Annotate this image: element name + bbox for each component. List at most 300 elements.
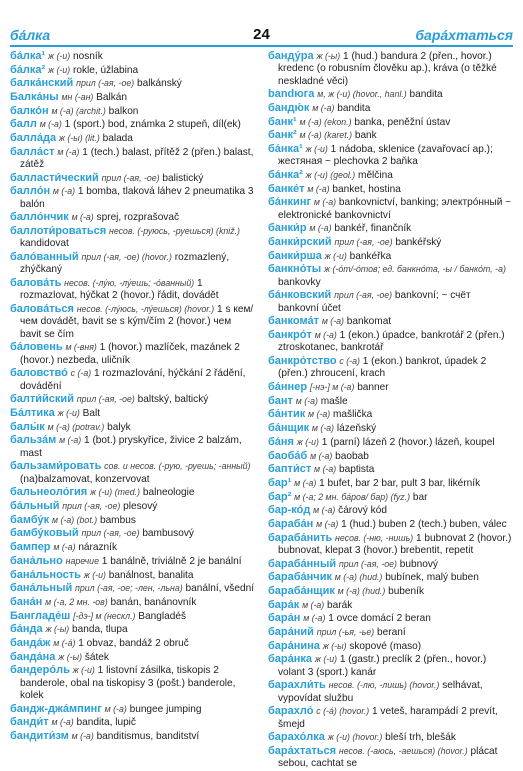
entry-headword: баловство́ (10, 367, 68, 380)
entry-grammar: м (-а) (314, 330, 337, 341)
entry-definition: 1 (tech.) balast, přítěž 2 (přen.) balast, zátěž (20, 146, 254, 171)
dictionary-entry (268, 169, 512, 182)
dictionary-entry (268, 116, 512, 129)
entry-headword: балласти́ческий (10, 171, 99, 184)
dictionary-entry (10, 50, 254, 63)
entry-grammar: с (-а́) (hovor.) (316, 706, 370, 717)
entry-grammar: ж (-и) (83, 569, 106, 580)
dictionary-entry (268, 558, 512, 571)
entry-definition: 1 bufet, bar 2 bar, pult 3 bar, likérník (319, 477, 481, 489)
entry-grammar: м (-а) (294, 477, 317, 488)
entry-definition: plácat sebou, cachtat se (278, 746, 498, 770)
entry-definition: bambusový (142, 528, 194, 540)
entry-headword: бало́ванный (10, 251, 79, 264)
entry-headword: бальза́м (10, 434, 57, 447)
entry-headword: бара́н (268, 612, 301, 625)
entry-grammar: м (-а, 2 мн. -ов) (45, 596, 108, 607)
entry-definition: 1 (ekon.) úpadce, bankrotář 2 (přen.) ztroskotanec, bankrotář (278, 330, 505, 354)
entry-grammar: м (-а) (311, 423, 335, 434)
entry-headword: барахли́ть (268, 679, 326, 692)
entry-definition: banální, všední (185, 583, 254, 595)
entry-definition: bankéř, finančník (334, 223, 412, 235)
dictionary-entry (268, 88, 512, 101)
entry-grammar: прил (-ая, -ое) (62, 501, 121, 512)
entry-definition: 1 banálně, triviálně 2 je banální (101, 555, 242, 567)
page-header (0, 0, 523, 42)
entry-grammar: м (-а; 2 мн. ба́ров/ бар) (fyz.) (294, 491, 411, 502)
running-head-right: бара́хтаться (415, 27, 513, 43)
entry-definition: bankovky (278, 276, 321, 288)
entry-grammar: прил (-ая, -ое; -лен, -льна) (75, 583, 183, 594)
entry-grammar: ж (-ы) (45, 624, 70, 635)
dictionary-entry (10, 105, 254, 118)
entry-definition: 1 rozmazlování, hýčkání 2 řádění, dovádění (20, 368, 246, 392)
entry-definition: Bangladéš (138, 610, 187, 622)
dictionary-entry (10, 64, 254, 77)
entry-grammar: с (-а) (339, 356, 360, 367)
entry-headword: бана́н (10, 595, 43, 608)
entry-grammar: ж (-и) (296, 436, 319, 447)
dictionary-entry (10, 610, 254, 623)
entry-headword: бандити́зм (10, 729, 69, 742)
entry-grammar: ж (-и) (geol.) (305, 170, 356, 181)
entry-definition: 1 ovce domácí 2 beran (328, 613, 431, 625)
entry-grammar: ж (-и) (48, 64, 71, 75)
dictionary-entry (10, 514, 254, 527)
entry-grammar: несов. (-лу́ю, -лу́ешь; -о́ванный) (64, 278, 195, 289)
dictionary-entry (10, 211, 254, 224)
entry-definition: bandita, lupič (76, 717, 136, 729)
entry-definition: banda, tlupa (72, 624, 128, 636)
dictionary-entry (268, 477, 512, 490)
entry-grammar: м (-а) (71, 730, 94, 741)
dictionary-entry (10, 460, 254, 486)
dictionary-entry (10, 623, 254, 636)
entry-grammar: м (-а) (52, 186, 76, 197)
entry-headword: ба́нка² (268, 169, 303, 182)
entry-grammar: м (-а) (295, 395, 318, 406)
entry-definition: Balt (82, 408, 101, 420)
entry-headword: ба́нковский (268, 289, 332, 302)
entry-grammar: м (-а) (57, 146, 80, 157)
entry-definition: bar (412, 491, 428, 503)
entry-definition: rozmazlený, zhýčkaný (20, 252, 230, 276)
entry-definition: baptista (339, 464, 375, 476)
dictionary-entry (10, 185, 254, 211)
entry-headword: Бангладе́ш (10, 609, 71, 622)
entry-headword: ба́лка¹ (10, 50, 46, 62)
entry-headword: балло́н (10, 185, 51, 198)
entry-grammar: м (-а) (ekon.) (299, 116, 352, 127)
entry-definition: mělčina (358, 170, 393, 182)
entry-grammar: ж (-о́т/-о́тов; ед. банкно́та, -ы / банко́т, -а) (324, 264, 506, 275)
dictionary-entry (268, 408, 512, 421)
entry-grammar: м (-а) (karet.) (299, 130, 353, 141)
dictionary-entry (10, 527, 254, 540)
entry-headword: бандеро́ль (10, 664, 70, 677)
entry-grammar: м (-а) (309, 223, 332, 234)
dictionary-entry (10, 651, 254, 664)
entry-headword: бамбу́к (10, 513, 50, 526)
entry-grammar: прил (-ая, -ое) (76, 78, 135, 89)
entry-headword: балка́нский (10, 77, 74, 90)
dictionary-entry (268, 504, 512, 517)
entry-headword: балти́йский (10, 393, 74, 406)
entry-headword: ба́нкинг (268, 196, 312, 209)
dictionary-entry (268, 585, 512, 598)
entry-definition: šátek (84, 651, 109, 663)
entry-headword: ба́ня (268, 435, 294, 448)
entry-definition: 1 bomba, tlaková láhev 2 pneumatika 3 balón (20, 186, 254, 210)
entry-headword: бараба́н (268, 517, 314, 530)
entry-definition: čárový kód (338, 505, 387, 517)
entry-grammar: м (-а) (39, 119, 62, 130)
entry-definition: barák (327, 599, 353, 611)
entry-headword: бампер (10, 541, 51, 554)
dictionary-entry (10, 172, 254, 185)
dictionary-entry (10, 555, 254, 568)
entry-definition: balkon (108, 105, 139, 117)
entry-definition: 1 (hud.) buben 2 (tech.) buben, válec (341, 518, 507, 530)
entry-grammar: ж (-и) (314, 654, 338, 665)
entry-definition: bambus (99, 514, 136, 526)
entry-grammar: несов. (-руюсь, -руешься) (kniž.) (109, 226, 240, 237)
entry-definition: baltský, baltický (137, 394, 209, 406)
dictionary-entry (10, 664, 254, 702)
dictionary-entry (268, 626, 512, 639)
dictionary-entry (268, 263, 512, 289)
entry-headword: бальзами́ровать (10, 460, 102, 473)
entry-headword: ба́лка² (10, 63, 46, 76)
dictionary-entry (268, 315, 512, 328)
entry-headword: бана́льно (10, 554, 63, 567)
entry-grammar: ж (-ы) (322, 640, 347, 651)
entry-headword: балл (10, 118, 37, 131)
dictionary-entry (268, 236, 512, 249)
entry-headword: банда́ж (10, 636, 51, 649)
entry-definition: (na)balzamovat, konzervovat (20, 473, 150, 485)
entry-definition: mašlička (333, 409, 373, 421)
entry-definition: skopové (maso) (349, 640, 422, 652)
entry-headword: Балка́ны (10, 91, 59, 104)
dictionary-entry (10, 303, 254, 341)
dictionary-entry (268, 640, 512, 653)
entry-grammar: м (-вня) (65, 342, 97, 353)
entry-grammar: сов. и несов. (-рую, -руешь; -анный) (104, 461, 251, 472)
dictionary-entry (268, 250, 512, 263)
entry-headword: банки́р (268, 222, 307, 235)
entry-definition: bubnový (399, 558, 438, 570)
entry-headword: барахо́лка (268, 731, 325, 744)
entry-headword: балла́ст (10, 145, 55, 158)
entry-definition: banket, hostina (332, 183, 401, 195)
entry-definition: 1 listovní zásilka, tiskopis 2 banderole, obal na tiskopisy 3 (pošt.) banderole, kolek (20, 665, 236, 701)
entry-grammar: ж (-ы) (lit.) (58, 133, 100, 144)
entry-headword: бандю́к (268, 101, 310, 114)
entry-grammar: прил (-ая, -ое) (81, 528, 140, 539)
entry-headword: банкома́т (268, 315, 319, 328)
dictionary-entry (10, 407, 254, 420)
dictionary-entry (10, 716, 254, 729)
entry-headword: балова́ться (10, 303, 74, 316)
entry-headword: банду́ра (268, 50, 314, 62)
entry-grammar: м (-а) (314, 464, 337, 475)
entry-grammar: несов. (-лю, -лишь) (hovor.) (328, 680, 440, 691)
entry-definition: rokle, úžlabina (73, 64, 139, 76)
entry-headword: банки́рский (268, 236, 332, 249)
entry-headword: банкро́тство (268, 355, 337, 368)
entry-headword: бальнеоло́гия (10, 486, 88, 499)
dictionary-entry (10, 637, 254, 650)
entry-headword: балы́к (10, 420, 45, 433)
entry-headword: бамбу́ковый (10, 527, 79, 540)
entry-grammar: прил (-ья, -ье) (316, 627, 375, 638)
dictionary-entry (10, 146, 254, 172)
entry-grammar: м (-а) (51, 717, 74, 728)
dictionary-entry (268, 705, 512, 731)
entry-headword: бара́нина (268, 639, 320, 652)
entry-definition: 1 (hud.) bandura 2 (přen., hovor.) kredenc (o robusním člověku ap.), kráva (o těžké neskladné věci) (278, 51, 497, 87)
entry-definition: mašle (320, 395, 348, 407)
entry-headword: баоба́б (268, 449, 308, 462)
entry-grammar: м (-а) (bot.) (52, 514, 98, 525)
entry-grammar: ж (-и) (305, 144, 328, 155)
dictionary-entry (10, 91, 254, 104)
dictionary-entry (10, 277, 254, 303)
entry-grammar: м (-а) (hud.) (334, 572, 383, 583)
entry-definition: bank (354, 130, 377, 142)
entry-headword: ба́нка¹ (268, 143, 303, 156)
dictionary-entry (268, 653, 512, 679)
entry-grammar: м (-а) (71, 212, 94, 223)
dictionary-entry (10, 225, 254, 251)
entry-grammar: с (-а) (70, 368, 92, 379)
entry-grammar: ж (-ы) (58, 651, 82, 662)
dictionary-entry (268, 329, 512, 355)
entry-grammar: ж (-и) (med.) (90, 487, 141, 498)
header-rule (10, 45, 513, 47)
entry-definition: bankovní; ~ счёт bankovní účet (278, 290, 471, 314)
entry-grammar: м (-а) (303, 613, 326, 624)
dictionary-entry (268, 491, 512, 504)
dictionary-entry (268, 679, 512, 705)
entry-grammar: мн (-ан) (61, 92, 94, 103)
entry-headword: балко́н (10, 104, 49, 117)
entry-grammar: м (-а) (321, 316, 344, 327)
dictionary-entry (268, 196, 512, 222)
entry-definition: banditismus, banditství (96, 730, 200, 742)
entry-headword: банке́т (268, 182, 305, 195)
dictionary-entry (10, 486, 254, 499)
entry-headword: ба́льный (10, 500, 60, 513)
entry-grammar: м (-а) (307, 183, 330, 194)
entry-headword: ба́нда (10, 623, 43, 636)
entry-grammar: прил (-ая, -ое) (hovor.) (81, 252, 172, 263)
entry-grammar: м (-а) (302, 599, 325, 610)
entry-definition: bankomat (346, 316, 392, 328)
entry-headword: бараба́нщик (268, 584, 335, 597)
entry-headword: балло́нчик (10, 211, 69, 224)
dictionary-entry (268, 183, 512, 196)
entry-grammar: ж (-и) (hovor.) (327, 732, 383, 743)
entry-grammar: ж (-и) (324, 250, 347, 261)
entry-grammar: ж (-и) (48, 51, 71, 61)
entry-definition: balkánský (136, 78, 182, 90)
entry-grammar: несов. (-аюсь, -аешься) (hovor.) (338, 746, 468, 757)
entry-headword: банк² (268, 129, 297, 142)
entry-definition: sprej, rozprašovač (96, 212, 180, 224)
entry-headword: бара́хтаться (268, 745, 337, 758)
entry-definition: 1 nádoba, sklenice (zavařovací ap.); жестяная ~ plechovka 2 baňka (278, 144, 493, 168)
entry-grammar: несов. (-ню, -нишь) (335, 532, 414, 543)
entry-grammar: [-дэ-] м (нескл.) (73, 610, 136, 621)
entry-grammar: м (-а) (104, 703, 127, 714)
entry-definition: bankovnictví, banking; электро́нный ~ elektronické bankovnictví (278, 197, 512, 221)
entry-headword: бара́к (268, 598, 300, 611)
dictionary-entry (268, 436, 512, 449)
entry-headword: ба́нщик (268, 422, 310, 435)
entry-grammar: ж (-и) (57, 408, 80, 419)
dictionary-entry (10, 434, 254, 460)
entry-definition: bungee jumping (129, 703, 202, 715)
right-column (268, 50, 512, 771)
entry-grammar: м (-а) (308, 409, 331, 420)
dictionary-entry (268, 571, 512, 584)
entry-grammar: ж (-и) (72, 665, 95, 676)
dictionary-entry (268, 102, 512, 115)
dictionary-entry (268, 289, 512, 315)
dictionary-entry (10, 582, 254, 595)
dictionary-entry (268, 518, 512, 531)
entry-headword: банда́на (10, 650, 56, 663)
entry-headword: бандж-джа́мпинг (10, 702, 102, 715)
entry-grammar: м (-а) (312, 102, 335, 113)
entry-definition: nárazník (78, 542, 118, 554)
dictionary-entry (268, 381, 512, 394)
entry-headword: bandюга (268, 88, 315, 101)
entry-grammar: прил (-ая, -ое) (334, 237, 393, 248)
entry-grammar: м (-а) (313, 505, 336, 516)
entry-definition: bankéřský (395, 237, 442, 249)
dictionary-entry (268, 745, 512, 771)
dictionary-entry (10, 77, 254, 90)
entry-headword: банди́т (10, 716, 49, 729)
entry-definition: 1 s кем/чем dovádět, bavit se s kým/čím 2 (hovor.) чем bavit se čím (20, 304, 254, 340)
dictionary-entry (10, 367, 254, 393)
entry-headword: Ба́лтика (10, 407, 55, 420)
entry-grammar: несов. (-лу́юсь, -лу́ешься) (hovor.) (76, 304, 215, 315)
entry-headword: ба́нтик (268, 408, 306, 421)
entry-definition: 1 veteš, harampádí 2 prevít, šmejd (278, 706, 498, 730)
entry-grammar: прил (-ая, -ое) (101, 172, 160, 183)
entry-definition: banán, banánovník (110, 596, 197, 608)
entry-definition: balada (102, 133, 133, 145)
entry-definition: 1 (gastr.) preclík 2 (přen., hovor.) volant 3 (sport.) kanár (278, 654, 487, 678)
entry-definition: lázeňský (336, 423, 377, 435)
entry-headword: банк¹ (268, 115, 297, 128)
dictionary-entry (10, 393, 254, 406)
entry-definition: beraní (377, 627, 406, 639)
entry-grammar: прил (-ая, -ое) (76, 394, 135, 405)
dictionary-entry (10, 341, 254, 367)
entry-headword: барахло́ (268, 705, 314, 718)
entry-headword: бана́льность (10, 568, 81, 581)
dictionary-entry (268, 422, 512, 435)
entry-grammar: ж (-ы) (316, 51, 341, 61)
dictionary-entry (268, 599, 512, 612)
dictionary-entry (268, 222, 512, 235)
entry-definition: banálnost, banalita (108, 569, 194, 581)
entry-headword: бапти́ст (268, 463, 312, 476)
entry-definition: bleší trh, blešák (385, 732, 456, 744)
dictionary-entry (268, 450, 512, 463)
entry-grammar: м (-а) (53, 542, 76, 553)
entry-headword: бар¹ (268, 476, 292, 489)
entry-definition: banner (357, 382, 389, 394)
entry-definition: plesový (123, 501, 158, 513)
entry-headword: бар-ко́д (268, 504, 311, 517)
entry-headword: бана́льный (10, 582, 73, 595)
entry-definition: selhávat, vypovídat službu (278, 680, 483, 704)
entry-grammar: прил (-ая, -ое) (338, 558, 397, 569)
entry-grammar: м (-а) (59, 435, 82, 446)
entry-grammar: [-нэ-] м (-а) (309, 382, 355, 393)
entry-grammar: м (-а) (hud.) (337, 585, 386, 596)
entry-grammar: м (-а́) (53, 637, 76, 648)
entry-definition: banka, peněžní ústav (354, 116, 451, 128)
dictionary-entry (268, 355, 512, 381)
dictionary-entry (268, 143, 512, 169)
entry-grammar: м (-а) (316, 518, 339, 529)
dictionary-entry (10, 251, 254, 277)
entry-definition: 1 rozmazlovat, hýčkat 2 (hovor.) řádit, dovádět (20, 278, 219, 302)
dictionary-entry (10, 118, 254, 131)
entry-definition: Balkán (96, 92, 128, 104)
page-number: 24 (253, 26, 270, 43)
entry-definition: 1 (bot.) pryskyřice, živice 2 balzám, mast (20, 435, 242, 459)
entry-headword: бараба́нный (268, 557, 337, 570)
dictionary-entry (268, 532, 512, 558)
entry-definition: balistický (162, 172, 204, 184)
entry-definition: balyk (107, 421, 131, 433)
entry-headword: баллоти́роваться (10, 225, 107, 238)
entry-grammar: наречие (65, 555, 99, 566)
entry-headword: бар² (268, 490, 292, 503)
dictionary-entry (10, 132, 254, 145)
entry-headword: бара́ний (268, 626, 314, 639)
dictionary-entry (10, 500, 254, 513)
entry-headword: банкро́т (268, 329, 312, 342)
entry-headword: бараба́нчик (268, 571, 332, 584)
entry-headword: балова́ть (10, 277, 62, 290)
entry-grammar: м (-а) (310, 450, 333, 461)
dictionary-entry (10, 596, 254, 609)
dictionary-entry (268, 463, 512, 476)
entry-definition: bandita (409, 89, 443, 101)
entry-definition: bandita (337, 102, 371, 114)
entry-definition: 1 obvaz, bandáž 2 obruč (78, 637, 189, 649)
entry-headword: бараба́нить (268, 531, 333, 544)
entry-definition: 1 (sport.) bod, známka 2 stupeň, díl(ek) (64, 119, 241, 131)
entry-grammar: м, ж (-и) (hovor., hanl.) (317, 89, 407, 100)
entry-definition: 1 (parní) lázeň 2 (hovor.) lázeň, koupel (321, 436, 495, 448)
entry-grammar: м (-а) (313, 197, 337, 208)
entry-headword: ба́ловень (10, 341, 63, 354)
entry-definition: bubínek, malý buben (385, 572, 479, 584)
dictionary-entry (268, 731, 512, 744)
entry-definition: kandidovat (20, 238, 69, 250)
entry-definition: balneologie (142, 487, 195, 499)
